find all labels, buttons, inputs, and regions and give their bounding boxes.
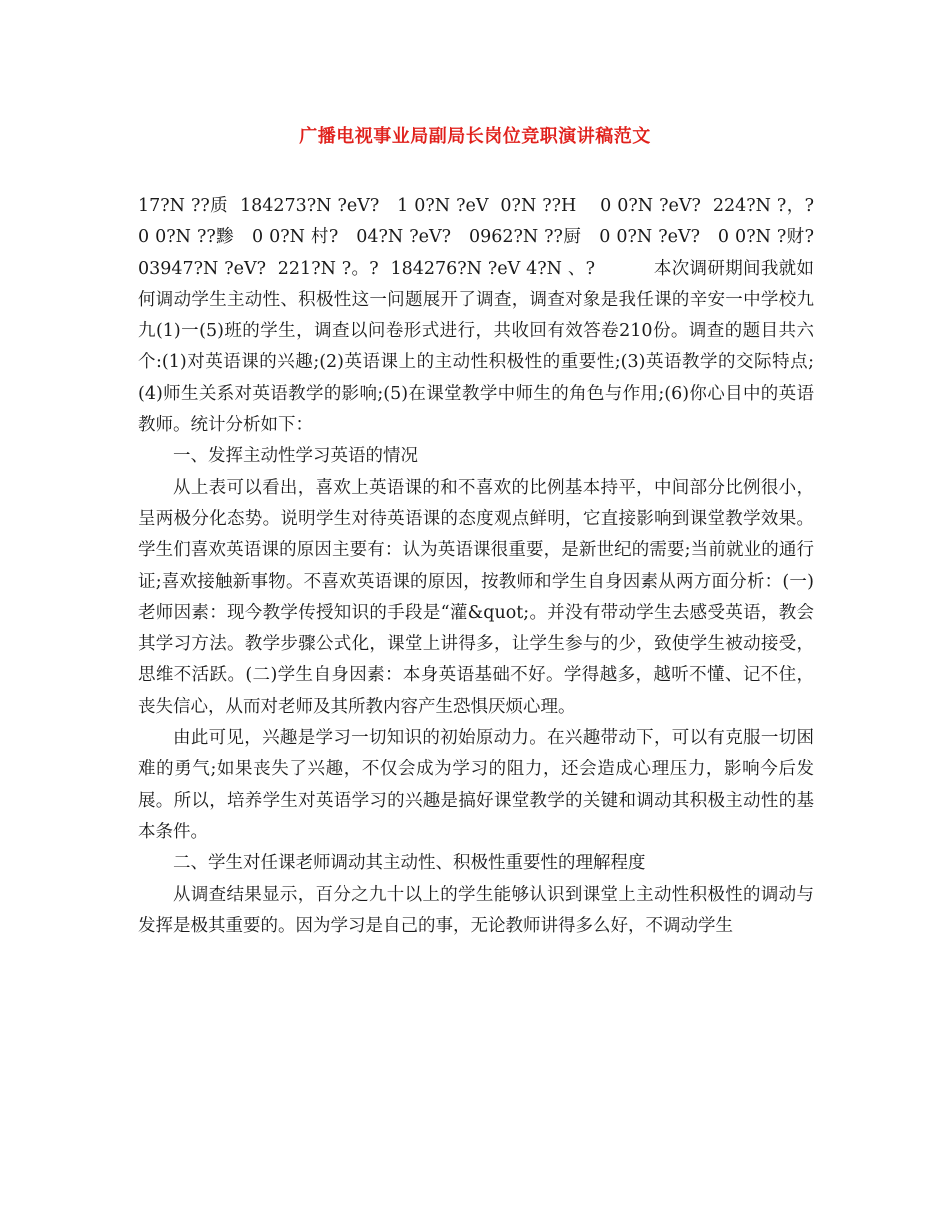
paragraph-intro: 17?N ??质 184273?N ?eV? 1 0?N ?eV 0?N ??H 0 0?N ?eV? 224?N ?，?0 0?N ??黪 0 0?N 村? 04?N ?eV? 0962?N ??厨 0 0?N ?eV? 0 0?N ?财? 03947?N ?eV? 221?N ?。? 184276?N ?eV 4?N 、? 本次调研期间我就如何调动学生主动性、积极性这一问题展开了调查，调查对象是我任课的辛安一中学校九九(1)一(5)班的学生，调查以问卷形式进行，共收回有效答卷210份。调查的题目共六个:(1)对英语课的兴趣;(2)英语课上的主动性积极性的重要性;(3)英语教学的交际特点;(4)师生关系对英语教学的影响;(5)在课堂教学中师生的角色与作用;(6)你心目中的英语教师。统计分析如下： bbox=[138, 196, 831, 436]
document-title: 广播电视事业局副局长岗位竞职演讲稿范文 bbox=[299, 126, 651, 147]
section-heading-1: 一、发挥主动性学习英语的情况 bbox=[173, 446, 418, 467]
document-body bbox=[138, 191, 831, 942]
paragraph-interest-analysis: 从上表可以看出，喜欢上英语课的和不喜欢的比例基本持平，中间部分比例很小，呈两极分化态势。说明学生对待英语课的态度观点鲜明，它直接影响到课堂教学效果。学生们喜欢英语课的原因主要有：认为英语课很重要，是新世纪的需要;当前就业的通行证;喜欢接触新事物。不喜欢英语课的原因，按教师和学生自身因素从两方面分析：(一)老师因素：现今教学传授知识的手段是“灌&quot;。并没有带动学生去感受英语，教会其学习方法。教学步骤公式化，课堂上讲得多，让学生参与的少，致使学生被动接受，思维不活跃。(二)学生自身因素：本身英语基础不好。学得越多，越听不懂、记不住，丧失信心，从而对老师及其所教内容产生恐惧厌烦心理。 bbox=[138, 477, 814, 717]
section-heading-2: 二、学生对任课老师调动其主动性、积极性重要性的理解程度 bbox=[173, 853, 646, 874]
paragraph-interest-conclusion: 由此可见，兴趣是学习一切知识的初始原动力。在兴趣带动下，可以有克服一切困难的勇气;如果丧失了兴趣，不仅会成为学习的阻力，还会造成心理压力，影响今后发展。所以，培养学生对英语学习的兴趣是搞好课堂教学的关键和调动其积极主动性的基本条件。 bbox=[138, 728, 814, 842]
paragraph-survey-results: 从调查结果显示，百分之九十以上的学生能够认识到课堂上主动性积极性的调动与发挥是极其重要的。因为学习是自己的事，无论教师讲得多么好，不调动学生 bbox=[138, 884, 814, 936]
